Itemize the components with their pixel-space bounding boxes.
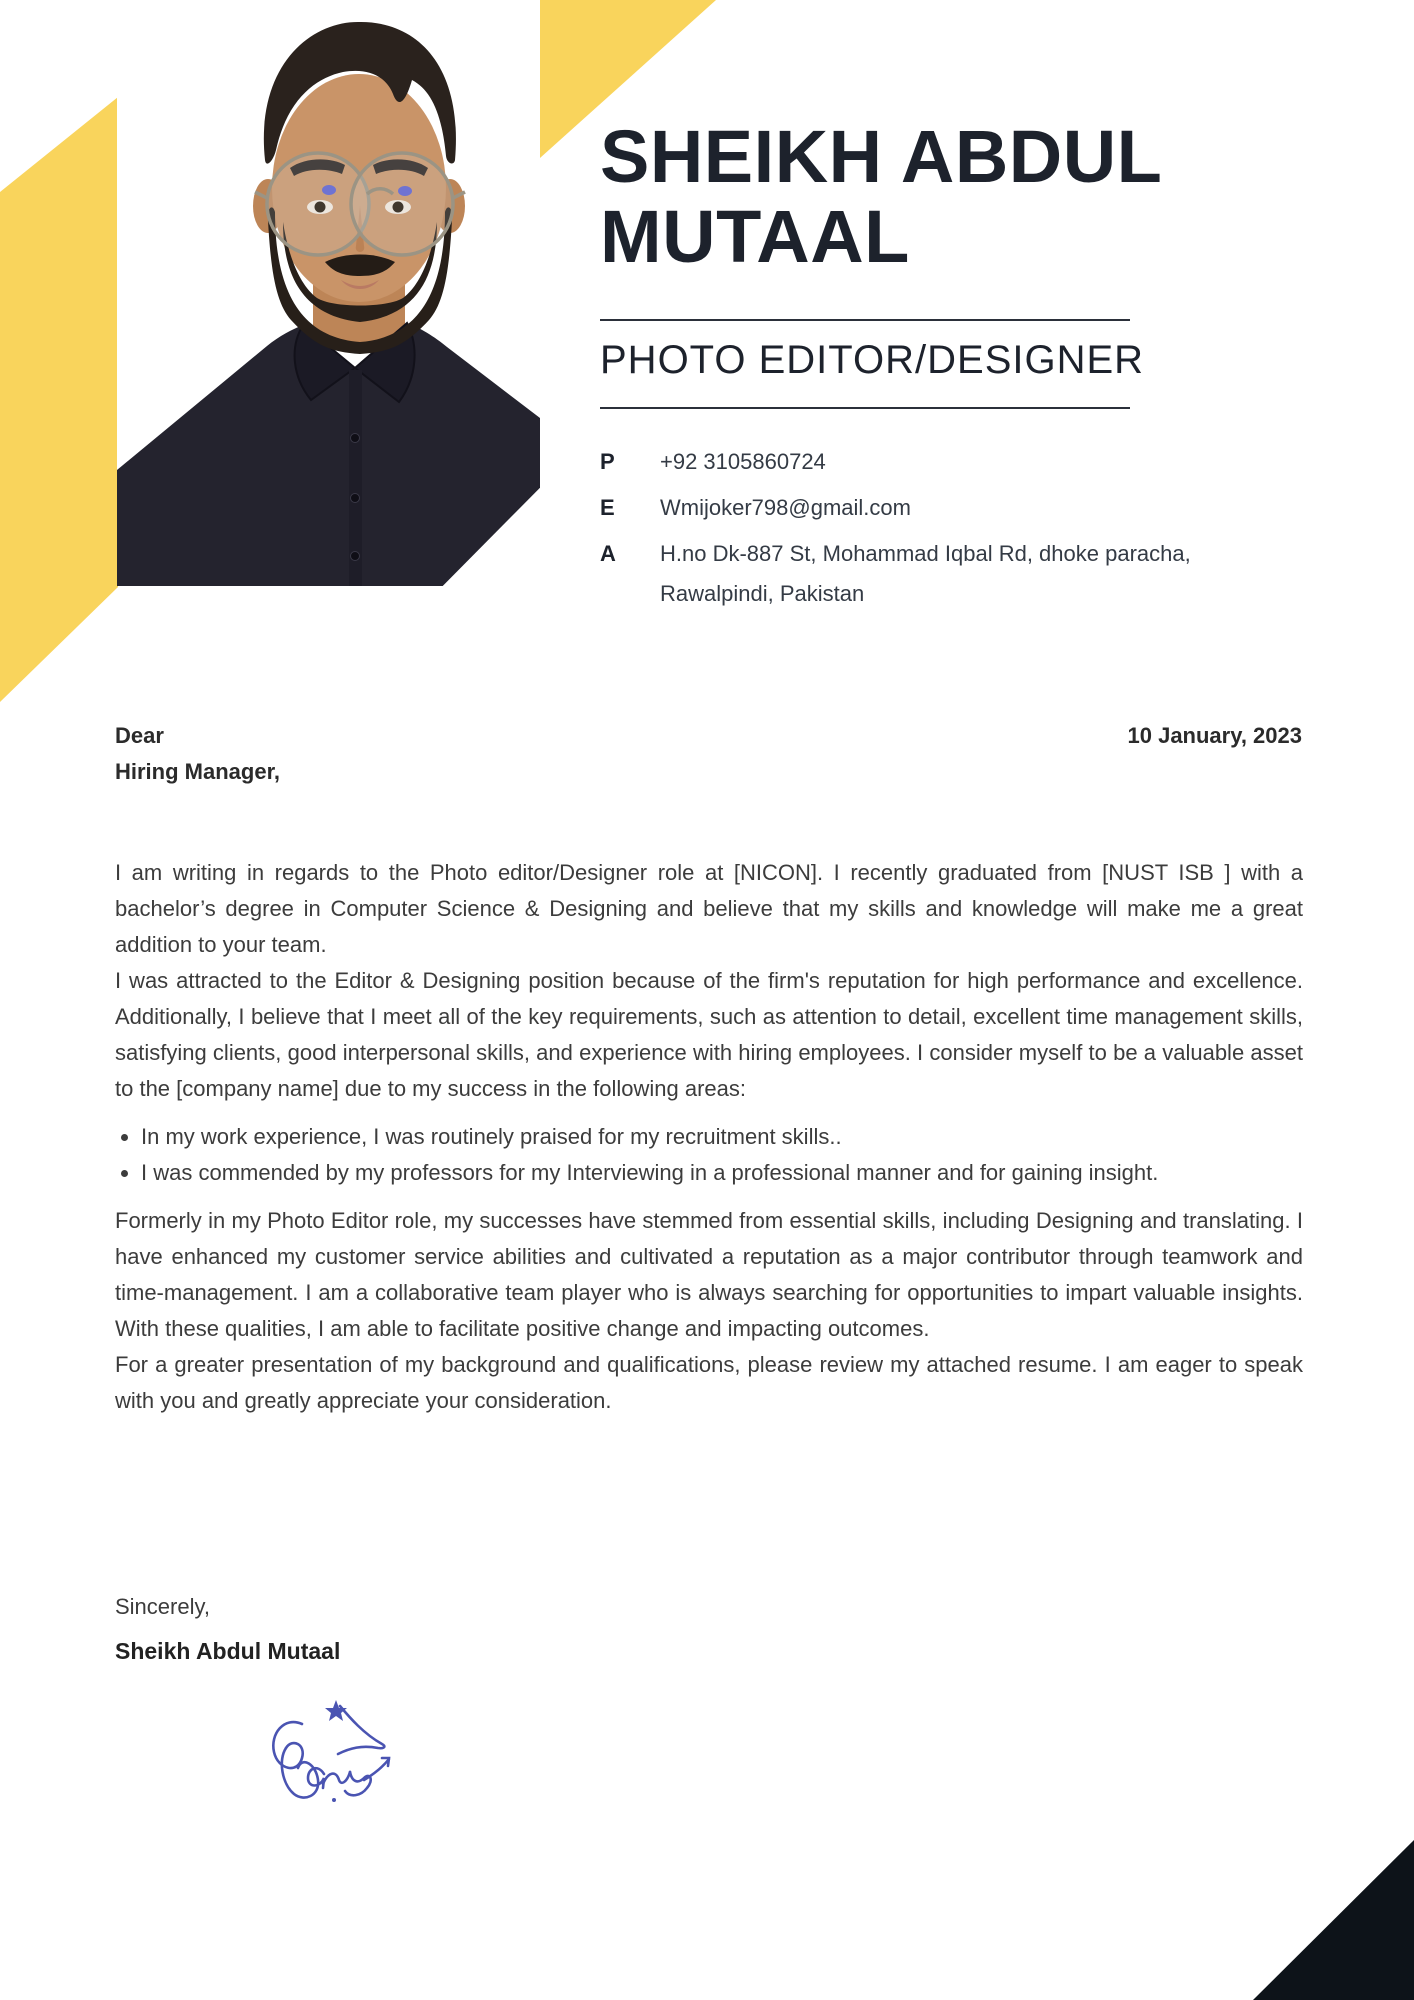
address-label: A bbox=[600, 541, 616, 566]
contact-address-row bbox=[600, 534, 1302, 614]
contact-email-row bbox=[600, 488, 1302, 528]
address-value bbox=[660, 534, 1302, 614]
address-line-2: Rawalpindi, Pakistan bbox=[660, 581, 865, 606]
signature-strokes bbox=[262, 1694, 394, 1806]
list-item: • In my work experience, I was routinely praised for my recruitment skills.. bbox=[141, 1119, 1303, 1155]
phone-label: P bbox=[600, 449, 615, 474]
address-line-1: H.no Dk-887 St, Mohammad Iqbal Rd, dhoke paracha, bbox=[660, 541, 1191, 566]
paragraph-2: I was attracted to the Editor & Designing position because of the firm's reputation for high performance and excellence. Additionally, I believe that I meet all of the key requirements, such as attention to detail, excellent time management skills, satisfying clients, good interpersonal skills, and experience with hiring employees. I consider myself to be a valuable asset to the [company name] due to my success in the following areas: bbox=[115, 968, 1303, 1101]
letter-body bbox=[115, 855, 1303, 1419]
contact-phone-row bbox=[600, 442, 1302, 482]
person-name: SHEIKH ABDUL MUTAAL bbox=[600, 115, 1162, 278]
phone-value: +92 3105860724 bbox=[660, 449, 826, 474]
letter-date: 10 January, 2023 bbox=[1127, 723, 1302, 748]
list-item: • I was commended by my professors for my Interviewing in a professional manner and for gaining insight. bbox=[141, 1155, 1303, 1191]
paragraph-1: I am writing in regards to the Photo editor/Designer role at [NICON]. I recently graduated from [NUST ISB ] with a bachelor’s degree in Computer Science & Designing and believe that my skills and knowledge will make me a great addition to your team. bbox=[115, 860, 1303, 957]
bottom-right-dark-triangle bbox=[1253, 1840, 1414, 2000]
portrait-photo bbox=[117, 8, 540, 586]
paragraph-3: Formerly in my Photo Editor role, my successes have stemmed from essential skills, including Designing and translating. I have enhanced my customer service abilities and cultivated a reputation as a major contributor through teamwork and time-management. I am a collaborative team player who is always searching for opportunities to impart valuable insights. With these qualities, I am able to facilitate positive change and impacting outcomes. bbox=[115, 1208, 1303, 1341]
signer-name: Sheikh Abdul Mutaal bbox=[115, 1638, 341, 1664]
closing-block bbox=[115, 1592, 615, 1666]
paragraph-4: For a greater presentation of my background and qualifications, please review my attached resume. I am eager to speak with you and greatly appreciate your consideration. bbox=[115, 1352, 1303, 1413]
header-divider-top bbox=[600, 319, 1130, 321]
left-yellow-shape bbox=[0, 97, 118, 702]
email-value: Wmijoker798@gmail.com bbox=[660, 495, 911, 520]
job-title: PHOTO EDITOR/DESIGNER bbox=[600, 338, 1145, 382]
salutation-line-1: Dear bbox=[115, 723, 164, 748]
highlights-list bbox=[115, 1119, 1303, 1191]
header-divider-bottom bbox=[600, 407, 1130, 409]
contact-block bbox=[600, 442, 1302, 614]
email-label: E bbox=[600, 495, 615, 520]
portrait-illustration bbox=[117, 8, 540, 586]
closing-word: Sincerely, bbox=[115, 1594, 210, 1619]
handwritten-signature bbox=[262, 1694, 394, 1806]
salutation-line-2: Hiring Manager, bbox=[115, 759, 281, 784]
salutation bbox=[115, 718, 715, 790]
